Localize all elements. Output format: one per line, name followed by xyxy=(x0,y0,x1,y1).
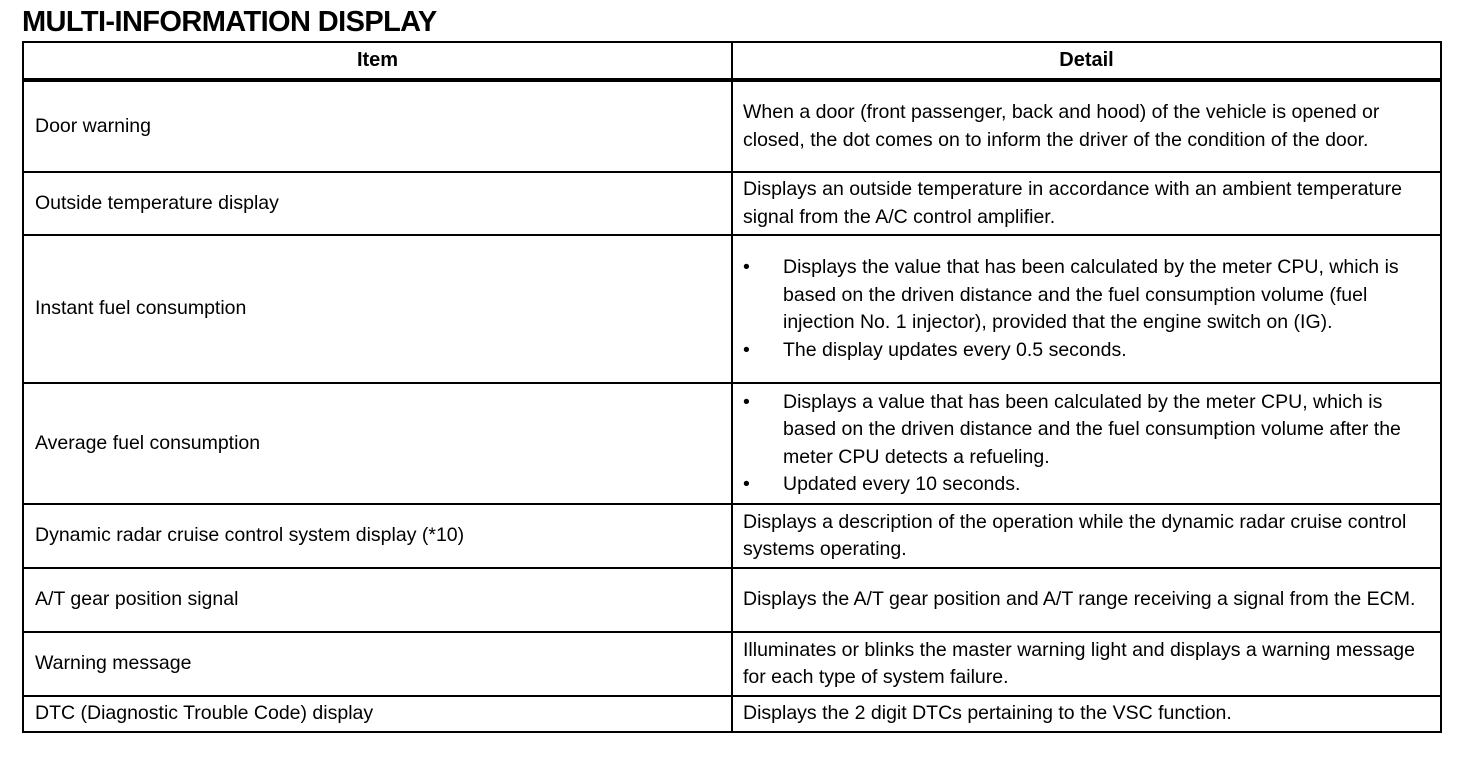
detail-text: Displays the 2 digit DTCs pertaining to the VSC function. xyxy=(743,702,1232,725)
bullet-icon: • xyxy=(743,256,750,278)
detail-cell xyxy=(732,383,1441,504)
multi-information-display-table xyxy=(22,41,1442,733)
item-cell: Warning message xyxy=(23,632,732,696)
bullet-list xyxy=(743,254,1430,364)
bullet-icon: • xyxy=(743,338,750,361)
table-header-row xyxy=(23,42,1441,80)
item-cell: DTC (Diagnostic Trouble Code) display xyxy=(23,696,732,732)
table-row xyxy=(23,80,1441,172)
table-row xyxy=(23,696,1441,732)
detail-text: When a door (front passenger, back and hood) of the vehicle is opened or closed, the dot comes on to inform the driver of the condition of the door. xyxy=(743,101,1380,151)
bullet-item xyxy=(743,337,1430,365)
detail-cell xyxy=(732,632,1441,696)
detail-cell xyxy=(732,568,1441,632)
page-title: MULTI-INFORMATION DISPLAY xyxy=(22,6,437,38)
bullet-text: Displays a value that has been calculated by the meter CPU, which is based on the driven distance and the fuel consumption volume after the meter CPU detects a refueling. xyxy=(783,390,1401,468)
detail-cell xyxy=(732,80,1441,172)
bullet-icon: • xyxy=(743,390,750,413)
item-cell: Outside temperature display xyxy=(23,172,732,235)
item-cell: Door warning xyxy=(23,80,732,172)
item-cell: Average fuel consumption xyxy=(23,383,732,504)
bullet-item xyxy=(743,471,1430,499)
item-cell: Dynamic radar cruise control system display (*10) xyxy=(23,504,732,568)
bullet-icon: • xyxy=(743,473,750,495)
detail-cell xyxy=(732,696,1441,732)
detail-cell xyxy=(732,235,1441,383)
detail-cell xyxy=(732,172,1441,235)
column-header-item: Item xyxy=(23,42,732,80)
bullet-item xyxy=(743,254,1430,337)
detail-cell xyxy=(732,504,1441,568)
table-row xyxy=(23,172,1441,235)
table-row xyxy=(23,504,1441,568)
table-row xyxy=(23,235,1441,383)
bullet-list xyxy=(743,389,1430,499)
bullet-text: The display updates every 0.5 seconds. xyxy=(783,338,1127,361)
table-row xyxy=(23,383,1441,504)
bullet-text: Displays the value that has been calculated by the meter CPU, which is based on the driven distance and the fuel consumption volume (fuel injection No. 1 injector), provided that the engine switch on (IG). xyxy=(783,256,1399,333)
detail-text: Displays an outside temperature in accordance with an ambient temperature signal from the A/C control amplifier. xyxy=(743,178,1403,228)
detail-text: Illuminates or blinks the master warning light and displays a warning message for each type of system failure. xyxy=(743,638,1415,688)
detail-text: Displays the A/T gear position and A/T range receiving a signal from the ECM. xyxy=(743,588,1416,611)
item-cell: A/T gear position signal xyxy=(23,568,732,632)
item-cell: Instant fuel consumption xyxy=(23,235,732,383)
table-row xyxy=(23,568,1441,632)
bullet-text: Updated every 10 seconds. xyxy=(783,473,1021,495)
column-header-detail: Detail xyxy=(732,42,1441,80)
detail-text: Displays a description of the operation while the dynamic radar cruise control systems operating. xyxy=(743,510,1407,560)
bullet-item xyxy=(743,389,1430,472)
table-row xyxy=(23,632,1441,696)
